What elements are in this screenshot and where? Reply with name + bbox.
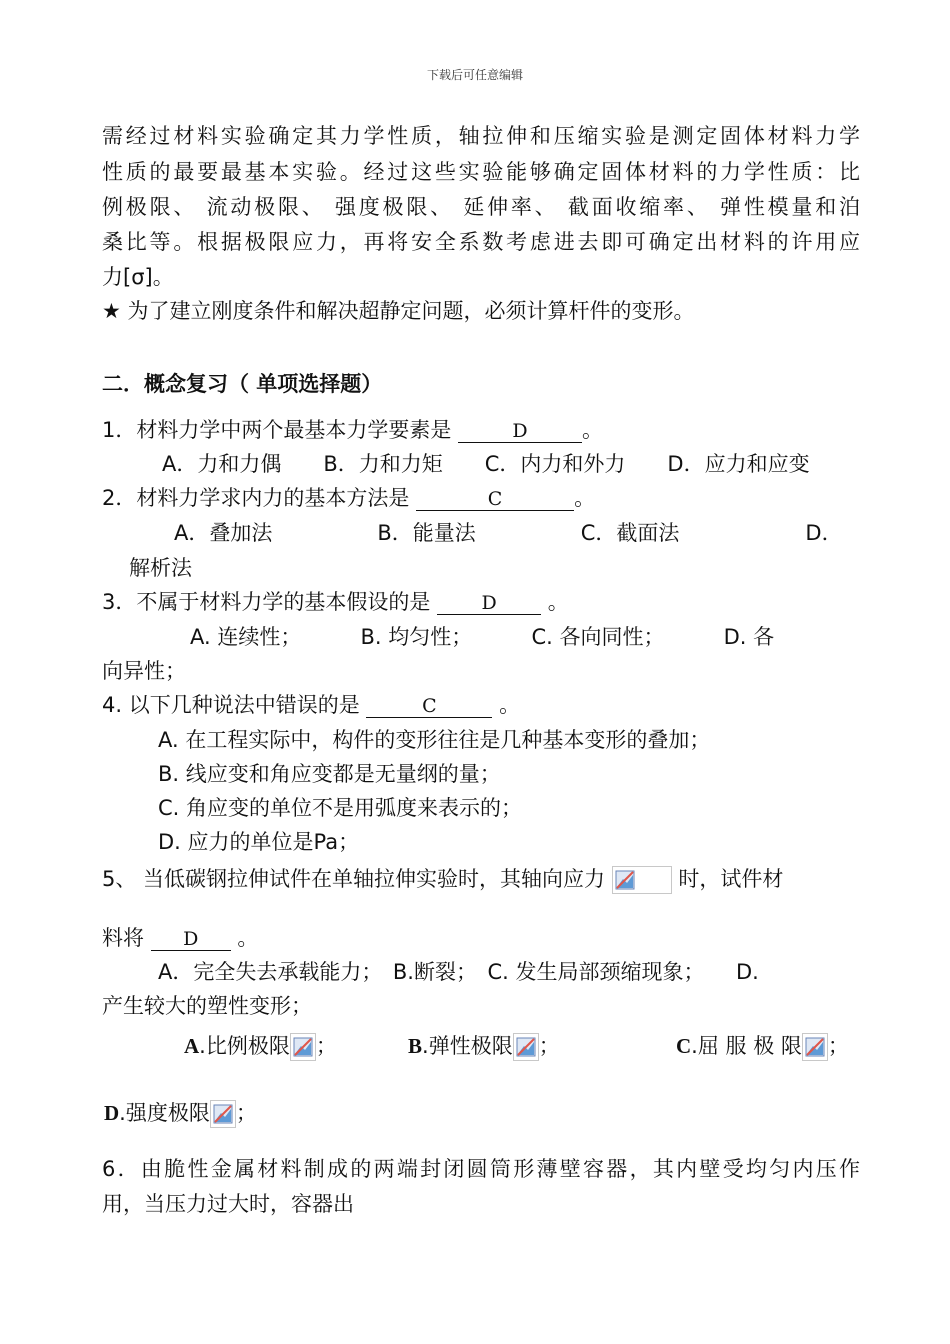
q5-stem: 5、 当低碳钢拉伸试件在单轴拉伸实验时，其轴向应力 [102, 867, 606, 891]
question-2 [102, 481, 595, 515]
broken-image-icon [802, 1033, 828, 1061]
intro-line-3: 例极限、 流动极限、 强度极限、 延伸率、 截面收缩率、 弹性模量和泊 [102, 195, 860, 219]
q1-options: A．力和力偶 B．力和力矩 C．内力和外力 D．应力和应变 [162, 452, 810, 476]
q5-sub-b [408, 1029, 560, 1063]
section-title: 二．概念复习（ 单项选择题） [102, 372, 383, 396]
question-1 [102, 413, 603, 447]
q5-sub-a [184, 1029, 337, 1063]
q5-sub-a-letter: A [184, 1034, 200, 1058]
q3-stem: 3．不属于材料力学的基本假设的是 [102, 590, 431, 614]
intro-line-1: 需经过材料实验确定其力学性质，轴拉伸和压缩实验是测定固体材料力学 [102, 124, 860, 148]
page-header: 下载后可任意编辑 [426, 68, 523, 82]
q6-line-1: 6．由脆性金属材料制成的两端封闭圆筒形薄壁容器，其内壁受均匀内压作 [102, 1157, 860, 1181]
q2-end: 。 [574, 486, 596, 510]
q5-sub-d-dot: . [119, 1101, 126, 1125]
q5-options-cont: 产生较大的塑性变形； [102, 994, 312, 1018]
broken-image-icon [513, 1033, 539, 1061]
q5-sub-a-dot: . [199, 1034, 206, 1058]
q5-sub-d-sep: ； [235, 1101, 257, 1125]
q6-line-2: 用，当压力过大时，容器出 [102, 1192, 354, 1216]
broken-image-icon [612, 866, 672, 894]
q4-option-d: D. 应力的单位是Pa； [158, 830, 360, 854]
q5-sub-b-dot: . [422, 1034, 429, 1058]
q3-options: A. 连续性； B. 均匀性； C. 各向同性； D. 各 [190, 625, 775, 649]
q2-options: A．叠加法 B．能量法 C．截面法 D． [174, 521, 843, 545]
q5-sub-a-label: 比例极限 [205, 1034, 290, 1058]
q3-options-cont: 向异性； [102, 659, 186, 683]
q5-end: 。 [237, 926, 259, 950]
q2-answer-blank: C [416, 488, 574, 511]
q5-sub-c-letter: C [676, 1034, 692, 1058]
q4-option-a: A. 在工程实际中，构件的变形往往是几种基本变形的叠加； [158, 728, 711, 752]
q5-sub-d-letter: D [104, 1101, 120, 1125]
q5-sub-c-dot: . [691, 1034, 698, 1058]
q5-sub-c-label: 屈 服 极 限 [697, 1034, 802, 1058]
q5-sub-c [676, 1029, 849, 1063]
q2-options-cont: 解析法 [129, 556, 192, 580]
star-note: ★ 为了建立刚度条件和解决超静定问题，必须计算杆件的变形。 [102, 299, 695, 323]
q5-answer-blank: D [151, 928, 231, 951]
q4-option-c: C. 角应变的单位不是用弧度来表示的； [158, 796, 523, 820]
q1-answer-blank: D [458, 420, 582, 443]
q4-end: 。 [499, 693, 521, 717]
q5-sub-a-sep: ； [315, 1034, 337, 1058]
q3-answer-blank: D [437, 592, 541, 615]
broken-image-icon [210, 1100, 236, 1128]
q4-answer-blank: C [366, 695, 492, 718]
q5-cont-text: 料将 [102, 926, 144, 950]
q5-sub-d [104, 1096, 257, 1130]
question-4 [102, 688, 520, 722]
q1-stem: 1．材料力学中两个最基本力学要素是 [102, 418, 452, 442]
q5-sub-d-label: 强度极限 [125, 1101, 210, 1125]
q5-options: A．完全失去承载能力； B.断裂； C. 发生局部颈缩现象； D. [158, 960, 759, 984]
q4-option-b: B. 线应变和角应变都是无量纲的量； [158, 762, 501, 786]
q5-sub-b-sep: ； [538, 1034, 560, 1058]
q2-stem: 2．材料力学求内力的基本方法是 [102, 486, 410, 510]
broken-image-icon [290, 1033, 316, 1061]
q5-sub-b-label: 弹性极限 [428, 1034, 513, 1058]
q1-end: 。 [582, 418, 604, 442]
q5-sub-c-sep: ； [827, 1034, 849, 1058]
intro-line-5: 力[σ]。 [102, 265, 174, 289]
q3-end: 。 [547, 590, 569, 614]
intro-line-4: 桑比等。根据极限应力，再将安全系数考虑进去即可确定出材料的许用应 [102, 230, 860, 254]
question-3 [102, 585, 569, 619]
question-5 [102, 862, 783, 896]
q5-stem-end: 时，试件材 [678, 867, 784, 891]
q4-stem: 4. 以下几种说法中错误的是 [102, 693, 360, 717]
q5-sub-b-letter: B [408, 1034, 423, 1058]
q5-cont [102, 921, 258, 955]
intro-line-2: 性质的最要最基本实验。经过这些实验能够确定固体材料的力学性质：比 [102, 160, 860, 184]
